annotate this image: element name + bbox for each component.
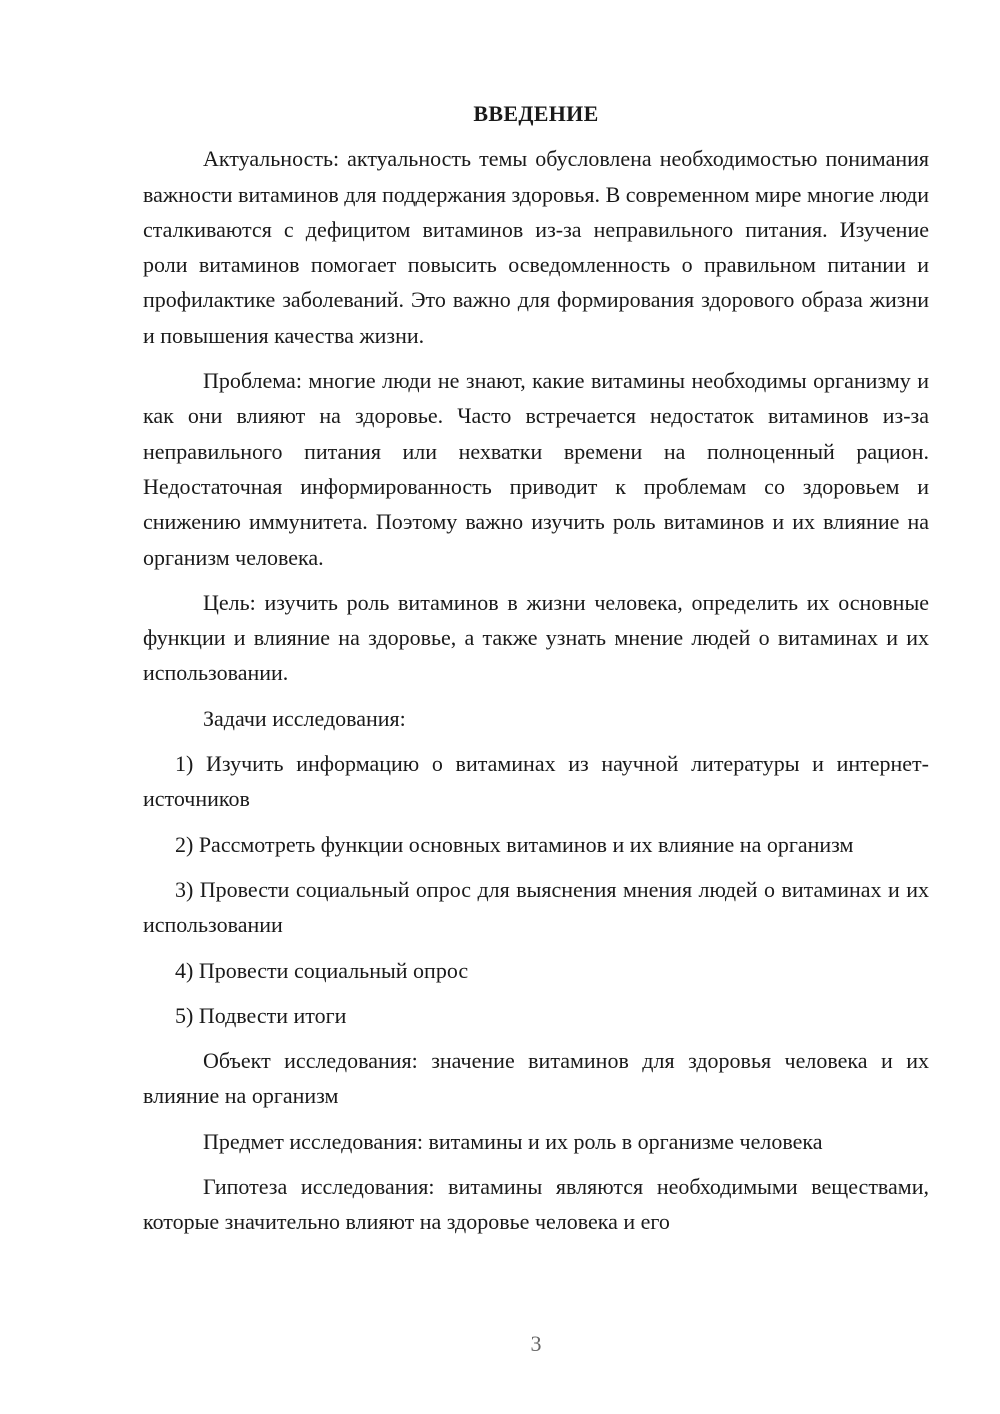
page-number: 3 <box>530 1331 542 1356</box>
paragraph-problem: Проблема: многие люди не знают, какие витамины необходимы организму и как они влияют на здоровье. Часто встречается недостаток витаминов из-за неправильного питания или нехватки времени на полноценный рацион. Недостаточная информированность приводит к проблемам со здоровьем и снижению иммунитета. Поэтому важно изучить роль витаминов и их влияние на организм человека. <box>143 368 929 570</box>
task-item: 3) Провести социальный опрос для выяснения мнения людей о витаминах и их использовании <box>143 876 929 938</box>
task-item: 1) Изучить информацию о витаминах из научной литературы и интернет-источников <box>143 751 929 812</box>
tasks-heading: Задачи исследования: <box>203 705 406 731</box>
document-page <box>143 96 929 1250</box>
task-item: 5) Подвести итоги <box>175 1002 347 1028</box>
section-title: ВВЕДЕНИЕ <box>473 101 599 126</box>
paragraph-object: Объект исследования: значение витаминов для здоровья человека и их влияние на организм <box>143 1048 929 1109</box>
paragraph-hypothesis: Гипотеза исследования: витамины являются необходимыми веществами, которые значительно влияют на здоровье человека и его <box>143 1174 929 1235</box>
task-item: 2) Рассмотреть функции основных витаминов и их влияние на организм <box>175 831 854 857</box>
paragraph-relevance: Актуальность: актуальность темы обусловлена необходимостью понимания важности витаминов для поддержания здоровья. В современном мире многие люди сталкиваются с дефицитом витаминов из-за неправильного питания. Изучение роли витаминов помогает повысить осведомленность о правильном питании и профилактике заболеваний. Это важно для формирования здорового образа жизни и повышения качества жизни. <box>143 146 929 348</box>
task-item: 4) Провести социальный опрос <box>175 957 469 983</box>
paragraph-goal: Цель: изучить роль витаминов в жизни человека, определить их основные функции и влияние на здоровье, а также узнать мнение людей о витаминах и их использовании. <box>143 589 929 686</box>
paragraph-subject: Предмет исследования: витамины и их роль в организме человека <box>203 1128 823 1154</box>
